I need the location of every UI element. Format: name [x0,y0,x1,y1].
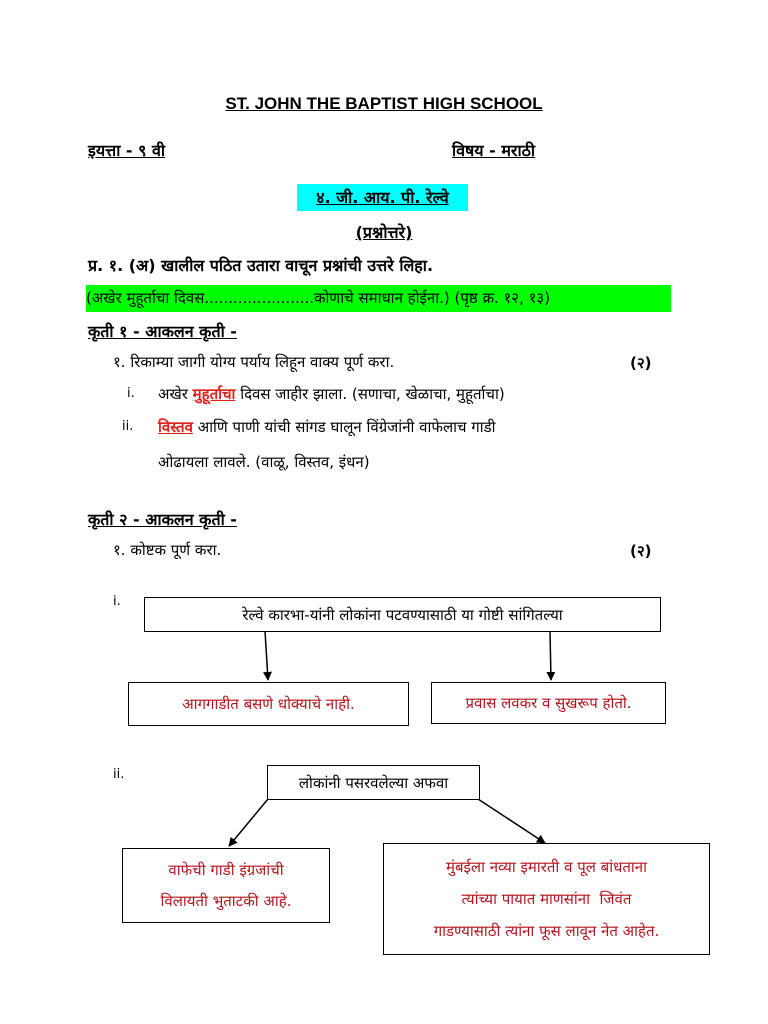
diagram2-left-text: विलायती भुताटकी आहे. [160,891,292,910]
item-number: ii. [122,419,134,434]
diagram2-right-box [383,843,710,955]
diagram2-left-text: वाफेची गाडी इंग्रजांची [168,860,284,879]
diagram1-number: i. [113,594,121,609]
subject-label: विषय - मराठी [452,141,536,160]
activity2-instruction: १. कोष्टक पूर्ण करा. [113,541,222,559]
diagram1-right-box [431,682,666,724]
answer-word: मुहूर्ताचा [192,385,236,403]
diagram2-top-box [267,765,480,800]
arrow-line [229,799,268,846]
diagram2-left-box [122,848,330,923]
question-prompt: प्र. १. (अ) खालील पठित उतारा वाचून प्रश्नांची उत्तरे लिहा. [88,256,434,275]
sentence-suffix: आणि पाणी यांची सांगड घालून विंग्रेजांनी वाफेलाच गाडी [192,418,496,436]
activity1-marks: (२) [630,354,652,372]
answer-word: विस्तव [158,418,193,436]
diagram2-number: ii. [113,767,125,782]
diagram2-top-text: लोकांनी पसरवलेल्या अफवा [298,773,449,792]
diagram2-right-text: त्यांच्या पायात माणसांना जिवंत [461,890,632,908]
diagram1-top-text: रेल्वे कारभा-यांनी लोकांना पटवण्यासाठी या गोष्टी सांगितल्या [242,605,563,624]
diagram2-right-text: गाडण्यासाठी त्यांना फूस लावून नेत आहेत. [433,922,660,940]
school-name: ST. JOHN THE BAPTIST HIGH SCHOOL [225,94,543,113]
diagram2-right-text: मुंबईला नव्या इमारती व पूल बांधताना [446,858,647,876]
passage-reference: (अखेर मुहूर्ताचा दिवस.......................कोणाचे समाधान होईना.) (पृष्ठ क्र. १२, १३) [86,285,671,312]
diagram1-left-box [128,682,409,726]
diagram1-top-box [144,597,661,632]
arrow-line [478,799,545,843]
activity1-heading: कृती १ - आकलन कृती - [88,322,237,341]
sentence-suffix: दिवस जाहीर झाला. (सणाचा, खेळाचा, मुहूर्ताचा) [235,385,505,403]
class-label: इयत्ता - ९ वी [88,141,166,160]
activity2-heading: कृती २ - आकलन कृती - [88,510,237,529]
arrow-line [550,631,551,680]
sentence-prefix: अखेर [158,385,193,403]
arrow-line [265,631,268,680]
activity1-instruction: १. रिकाम्या जागी योग्य पर्याय लिहून वाक्य पूर्ण करा. [113,353,395,371]
diagram1-left-text: आगगाडीत बसणे धोक्याचे नाही. [182,695,355,713]
diagram1-right-text: प्रवास लवकर व सुखरूप होतो. [465,694,632,712]
lesson-title: ४. जी. आय. पी. रेल्वे [297,184,468,211]
activity2-marks: (२) [630,542,652,560]
lesson-subtitle: (प्रश्नोत्तरे) [355,223,413,242]
sentence-continuation: ओढायला लावले. (वाळू, विस्तव, इंधन) [158,453,370,471]
item-number: i. [127,386,135,401]
